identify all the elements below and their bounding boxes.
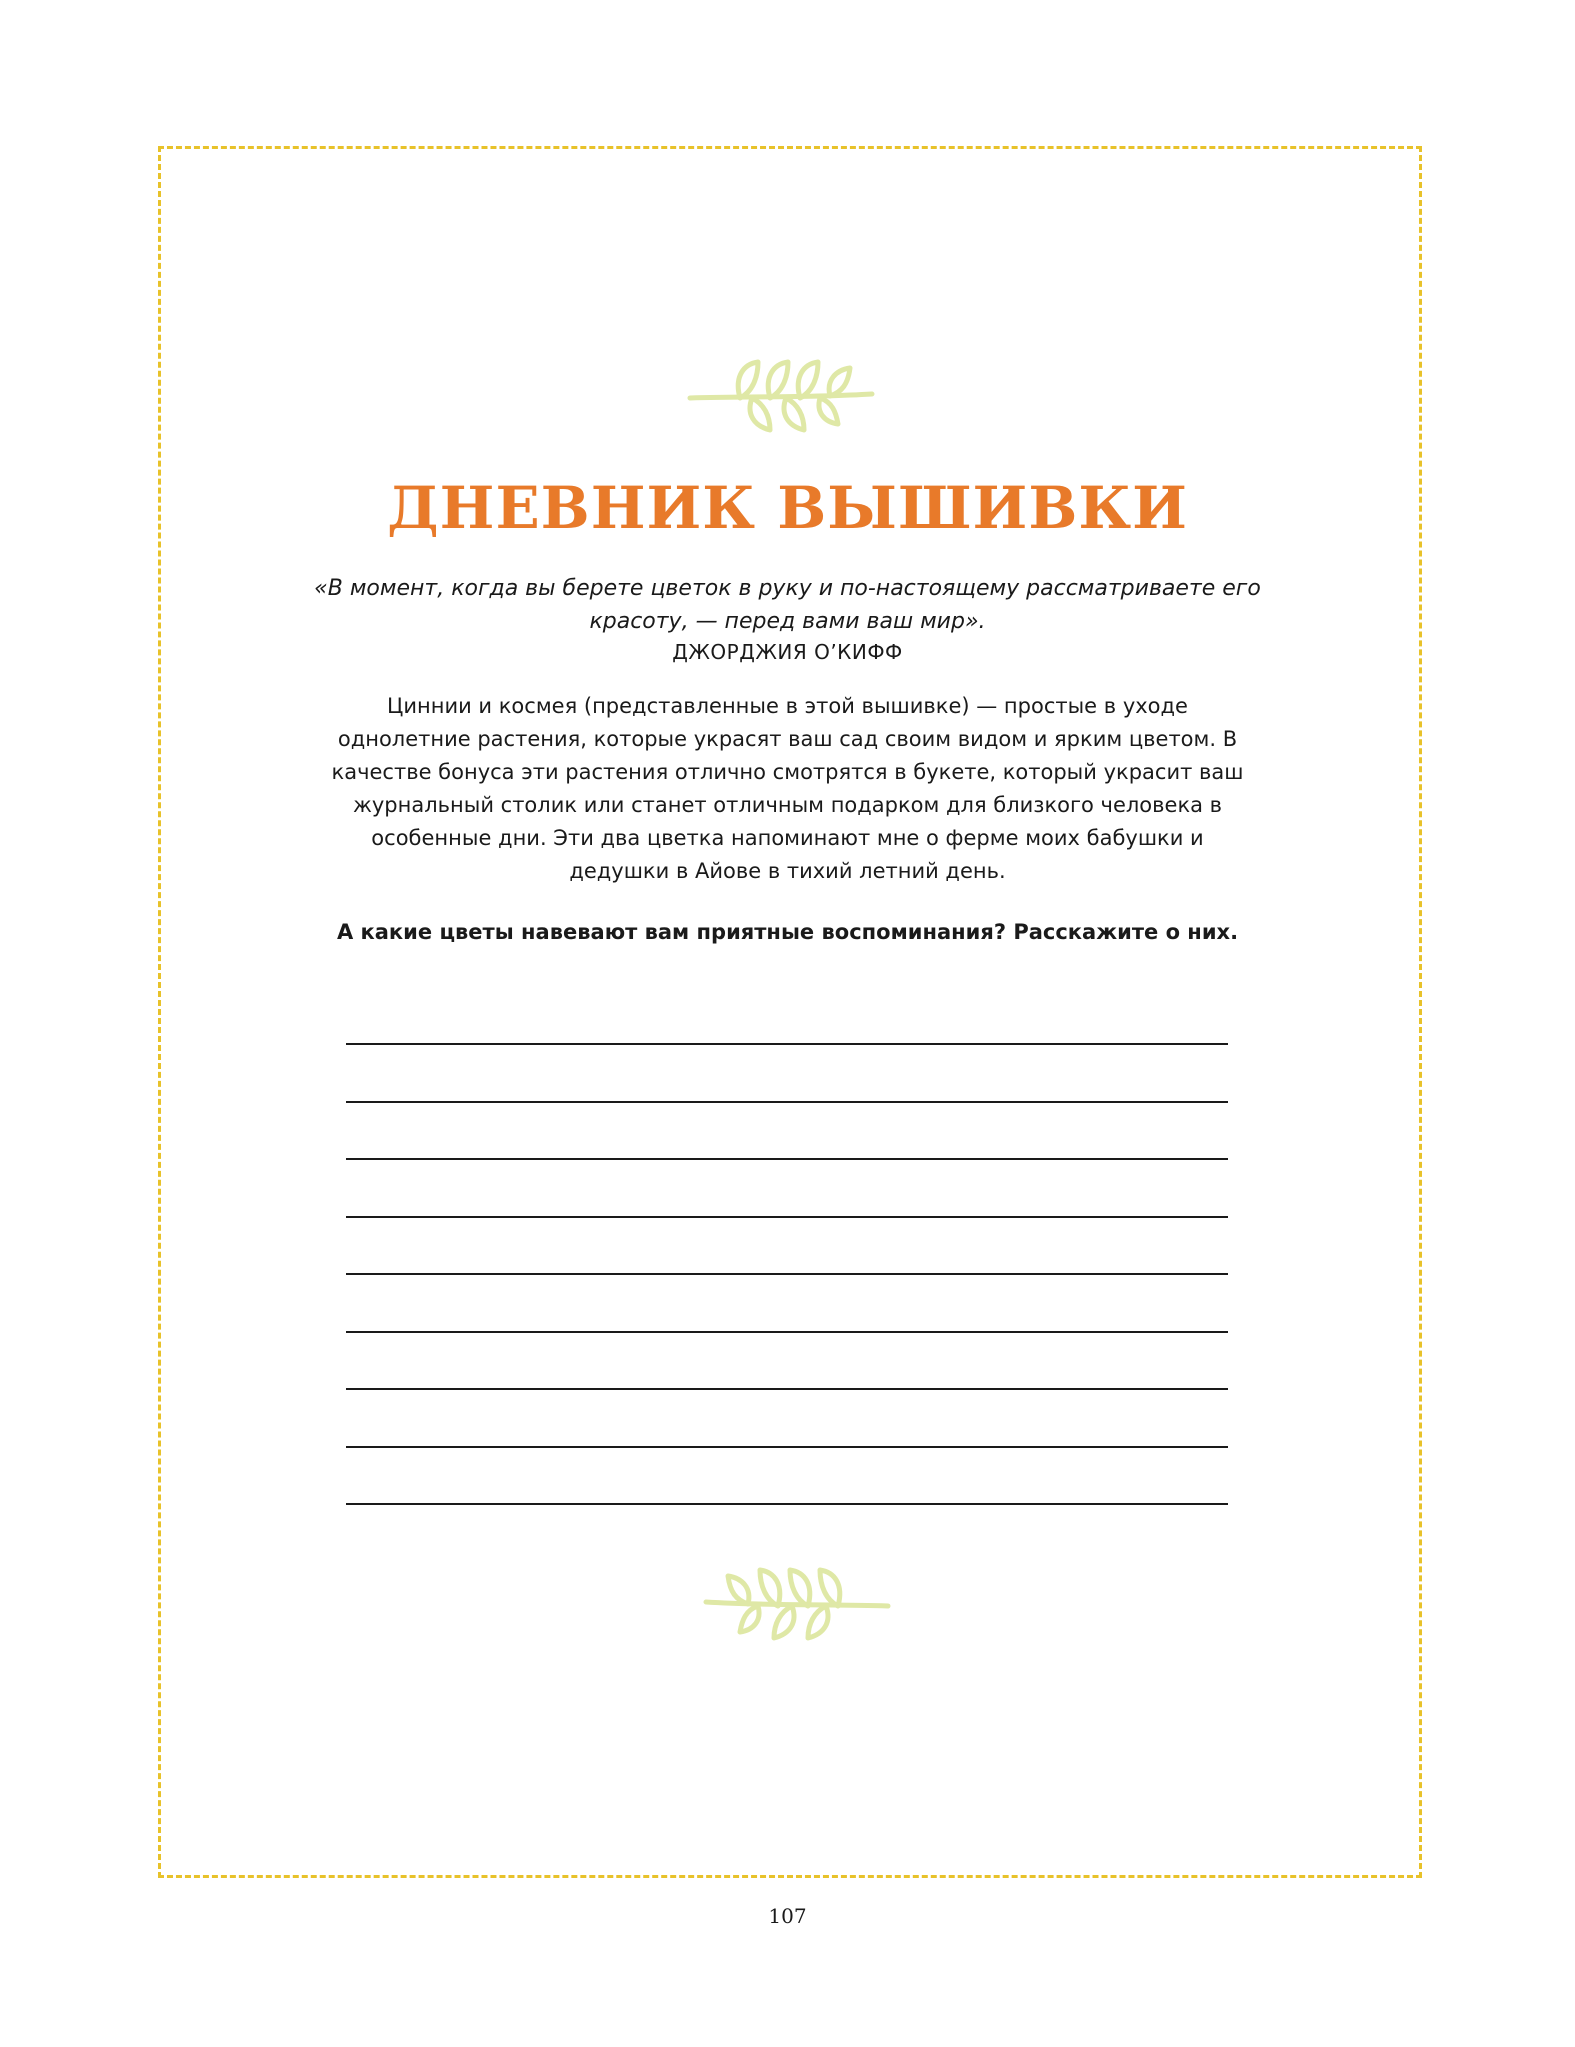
leaf-sprig-icon [686, 358, 882, 434]
body-paragraph: Циннии и космея (представленные в этой вышивке) — простые в уходе однолетние растения, которые украсят ваш сад своим видом и ярким цветом. В качестве бонуса эти растения отлично смотрятся в букете, который украсит ваш журнальный столик или станет отличным подарком для близкого человека в особенные дни. Эти два цветка напоминают мне о ферме моих бабушки и дедушки в Айове в тихий летний день. [331, 694, 1244, 883]
journal-question: А какие цветы навевают вам приятные воспоминания? Расскажите о них. [336, 920, 1239, 944]
writing-line [346, 1273, 1228, 1275]
writing-line [346, 1101, 1228, 1103]
writing-line [346, 1388, 1228, 1390]
quote-author: ДЖОРДЖИЯ О’КИФФ [672, 640, 903, 664]
writing-line [346, 1158, 1228, 1160]
page-number: 107 [768, 1904, 807, 1928]
page-title: ДНЕВНИК ВЫШИВКИ [387, 474, 1188, 542]
writing-line [346, 1043, 1228, 1045]
writing-line [346, 1446, 1228, 1448]
leaf-sprig-icon [696, 1566, 892, 1642]
writing-line [346, 1503, 1228, 1505]
writing-line [346, 1331, 1228, 1333]
quote-text: «В момент, когда вы берете цветок в руку и по-настоящему рассматриваете его красоту, — перед вами ваш мир». [314, 576, 1261, 634]
writing-line [346, 1216, 1228, 1218]
